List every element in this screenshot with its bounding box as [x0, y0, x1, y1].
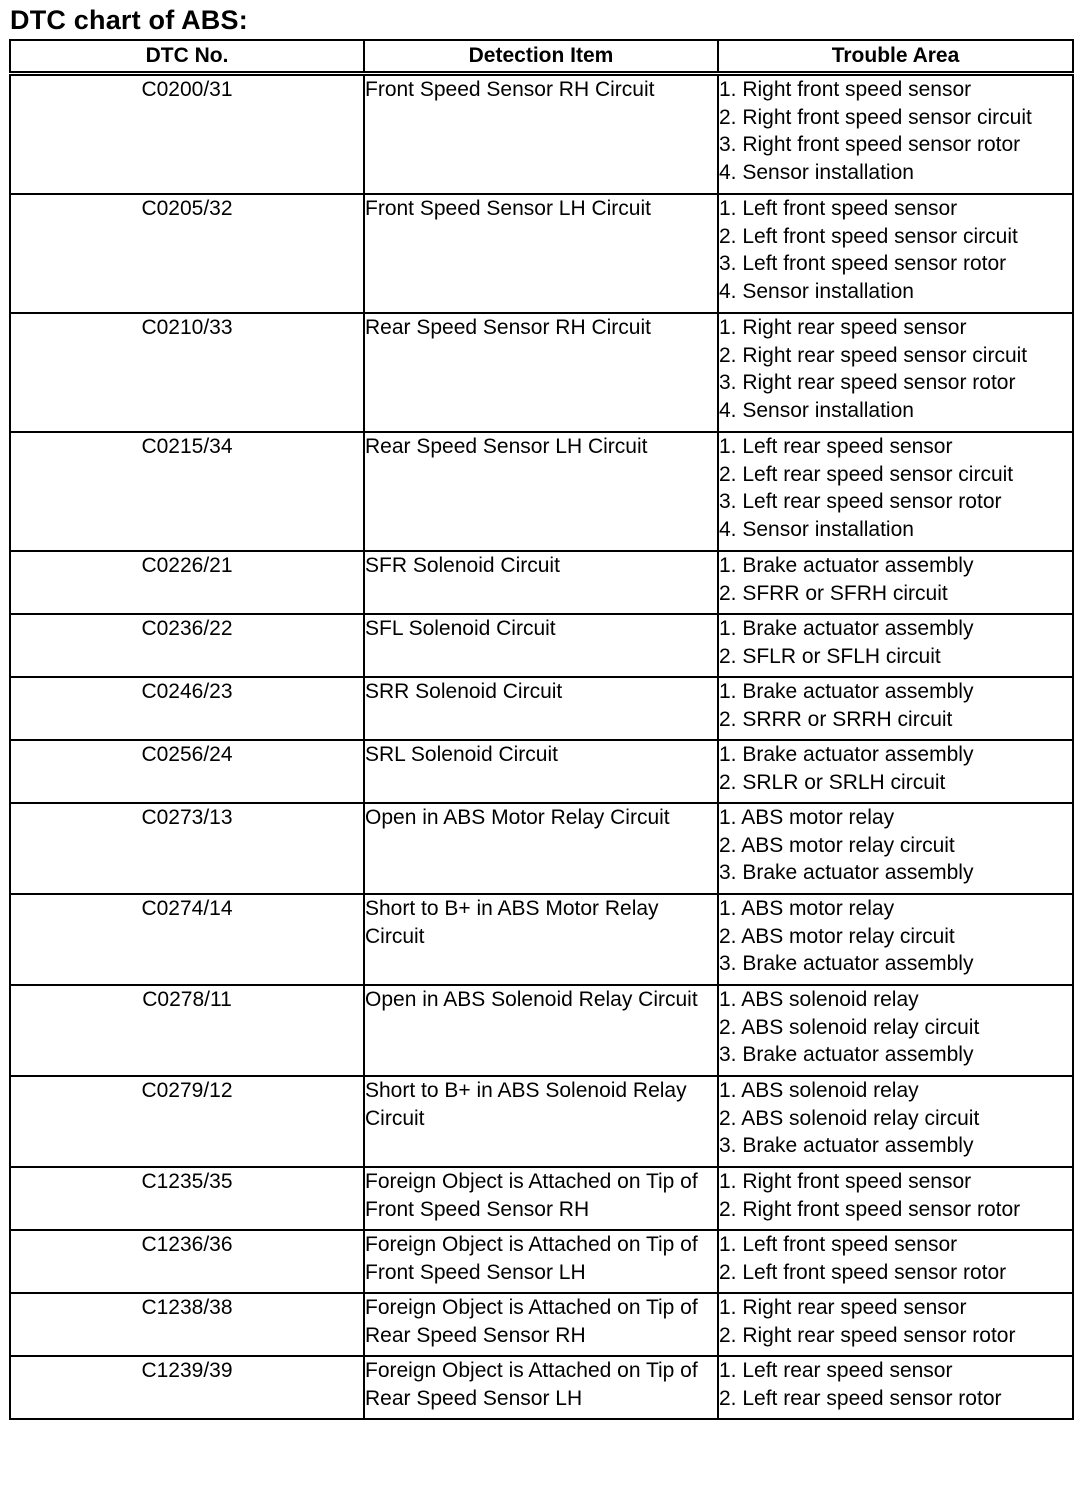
trouble-area-item: 1. ABS solenoid relay: [719, 1079, 919, 1102]
detection-item: Foreign Object is Attached on Tip of Rear Speed Sensor LH: [364, 1356, 718, 1419]
trouble-area: [718, 803, 1073, 894]
detection-item: Rear Speed Sensor LH Circuit: [364, 432, 718, 551]
trouble-area-item: 1. Brake actuator assembly: [719, 617, 974, 640]
trouble-area-item: 2. Left rear speed sensor rotor: [719, 1386, 1002, 1410]
trouble-area: [718, 194, 1073, 313]
dtc-code: C0236/22: [10, 614, 364, 677]
trouble-area-item: 1. Left rear speed sensor: [719, 1359, 953, 1382]
trouble-area: [718, 1167, 1073, 1230]
trouble-area-item: 3. Brake actuator assembly: [719, 1043, 974, 1067]
trouble-area-item: 2. SFRR or SFRH circuit: [719, 581, 948, 605]
header-row: [10, 40, 1073, 74]
trouble-area-item: 3. Left front speed sensor rotor: [719, 252, 1007, 276]
dtc-code: C0256/24: [10, 740, 364, 803]
trouble-area-item: 1. ABS motor relay: [719, 897, 895, 920]
trouble-area-item: 1. Left front speed sensor: [719, 197, 958, 220]
trouble-area-item: 1. Brake actuator assembly: [719, 680, 974, 703]
trouble-area-item: 2. Right rear speed sensor circuit: [719, 343, 1028, 367]
table-row: [10, 985, 1073, 1076]
detection-item: SRR Solenoid Circuit: [364, 677, 718, 740]
trouble-area-item: 4. Sensor installation: [719, 160, 914, 184]
dtc-code: C1235/35: [10, 1167, 364, 1230]
table-row: [10, 313, 1073, 432]
trouble-area-item: 3. Left rear speed sensor rotor: [719, 490, 1002, 514]
detection-item: Foreign Object is Attached on Tip of Rear Speed Sensor RH: [364, 1293, 718, 1356]
table-row: [10, 1293, 1073, 1356]
detection-item: Rear Speed Sensor RH Circuit: [364, 313, 718, 432]
trouble-area-item: 2. ABS solenoid relay circuit: [719, 1106, 980, 1130]
detection-item: SFL Solenoid Circuit: [364, 614, 718, 677]
dtc-code: C0210/33: [10, 313, 364, 432]
trouble-area-item: 1. Left front speed sensor: [719, 1233, 958, 1256]
trouble-area: [718, 985, 1073, 1076]
detection-item: Open in ABS Solenoid Relay Circuit: [364, 985, 718, 1076]
trouble-area-item: 1. Right rear speed sensor: [719, 316, 967, 339]
trouble-area: [718, 894, 1073, 985]
trouble-area: [718, 74, 1073, 195]
detection-item: Front Speed Sensor LH Circuit: [364, 194, 718, 313]
dtc-code: C0278/11: [10, 985, 364, 1076]
dtc-code: C1236/36: [10, 1230, 364, 1293]
trouble-area-item: 2. Right front speed sensor rotor: [719, 1197, 1021, 1221]
trouble-area-item: 1. ABS motor relay: [719, 806, 895, 829]
header-dtc-no: DTC No.: [10, 40, 364, 74]
table-row: [10, 194, 1073, 313]
header-detection-item: Detection Item: [364, 40, 718, 74]
dtc-code: C0215/34: [10, 432, 364, 551]
trouble-area-item: 2. ABS solenoid relay circuit: [719, 1015, 980, 1039]
detection-item: SRL Solenoid Circuit: [364, 740, 718, 803]
dtc-code: C0205/32: [10, 194, 364, 313]
trouble-area-item: 2. SFLR or SFLH circuit: [719, 644, 941, 668]
trouble-area-item: 3. Right front speed sensor rotor: [719, 133, 1021, 157]
detection-item: Short to B+ in ABS Motor Relay Circuit: [364, 894, 718, 985]
table-row: [10, 432, 1073, 551]
trouble-area: [718, 614, 1073, 677]
dtc-code: C0279/12: [10, 1076, 364, 1167]
detection-item: SFR Solenoid Circuit: [364, 551, 718, 614]
trouble-area-item: 3. Brake actuator assembly: [719, 861, 974, 885]
trouble-area-item: 1. ABS solenoid relay: [719, 988, 919, 1011]
trouble-area-item: 4. Sensor installation: [719, 398, 914, 422]
trouble-area-item: 1. Brake actuator assembly: [719, 743, 974, 766]
dtc-code: C1239/39: [10, 1356, 364, 1419]
trouble-area: [718, 1230, 1073, 1293]
trouble-area: [718, 677, 1073, 740]
table-row: [10, 1167, 1073, 1230]
trouble-area-item: 4. Sensor installation: [719, 517, 914, 541]
table-row: [10, 614, 1073, 677]
trouble-area: [718, 551, 1073, 614]
trouble-area: [718, 1356, 1073, 1419]
page-title: DTC chart of ABS:: [10, 5, 248, 35]
trouble-area-item: 3. Brake actuator assembly: [719, 952, 974, 976]
trouble-area-item: 3. Brake actuator assembly: [719, 1134, 974, 1158]
trouble-area-item: 3. Right rear speed sensor rotor: [719, 371, 1016, 395]
table-row: [10, 551, 1073, 614]
trouble-area: [718, 1076, 1073, 1167]
dtc-code: C0246/23: [10, 677, 364, 740]
trouble-area-item: 2. Left front speed sensor circuit: [719, 224, 1018, 248]
trouble-area-item: 2. Left front speed sensor rotor: [719, 1260, 1007, 1284]
dtc-code: C0200/31: [10, 74, 364, 195]
table-row: [10, 894, 1073, 985]
trouble-area: [718, 313, 1073, 432]
trouble-area-item: 1. Left rear speed sensor: [719, 435, 953, 458]
trouble-area-item: 2. SRLR or SRLH circuit: [719, 770, 946, 794]
trouble-area: [718, 1293, 1073, 1356]
dtc-table: [9, 39, 1074, 1420]
table-row: [10, 677, 1073, 740]
detection-item: Front Speed Sensor RH Circuit: [364, 74, 718, 195]
table-row: [10, 1230, 1073, 1293]
table-body: [10, 74, 1073, 1420]
trouble-area-item: 2. ABS motor relay circuit: [719, 924, 955, 948]
table-row: [10, 803, 1073, 894]
trouble-area-item: 1. Right front speed sensor: [719, 78, 972, 101]
dtc-code: C0226/21: [10, 551, 364, 614]
table-row: [10, 74, 1073, 195]
dtc-code: C1238/38: [10, 1293, 364, 1356]
trouble-area: [718, 432, 1073, 551]
trouble-area-item: 1. Brake actuator assembly: [719, 554, 974, 577]
detection-item: Foreign Object is Attached on Tip of Front Speed Sensor RH: [364, 1167, 718, 1230]
trouble-area-item: 2. SRRR or SRRH circuit: [719, 707, 953, 731]
trouble-area-item: 2. Left rear speed sensor circuit: [719, 462, 1014, 486]
detection-item: Open in ABS Motor Relay Circuit: [364, 803, 718, 894]
detection-item: Short to B+ in ABS Solenoid Relay Circuit: [364, 1076, 718, 1167]
trouble-area-item: 4. Sensor installation: [719, 279, 914, 303]
table-row: [10, 740, 1073, 803]
trouble-area-item: 2. ABS motor relay circuit: [719, 833, 955, 857]
dtc-code: C0273/13: [10, 803, 364, 894]
table-row: [10, 1356, 1073, 1419]
trouble-area-item: 2. Right front speed sensor circuit: [719, 105, 1032, 129]
table-row: [10, 1076, 1073, 1167]
detection-item: Foreign Object is Attached on Tip of Front Speed Sensor LH: [364, 1230, 718, 1293]
dtc-code: C0274/14: [10, 894, 364, 985]
header-trouble-area: Trouble Area: [718, 40, 1073, 74]
trouble-area-item: 2. Right rear speed sensor rotor: [719, 1323, 1016, 1347]
trouble-area-item: 1. Right rear speed sensor: [719, 1296, 967, 1319]
trouble-area: [718, 740, 1073, 803]
trouble-area-item: 1. Right front speed sensor: [719, 1170, 972, 1193]
